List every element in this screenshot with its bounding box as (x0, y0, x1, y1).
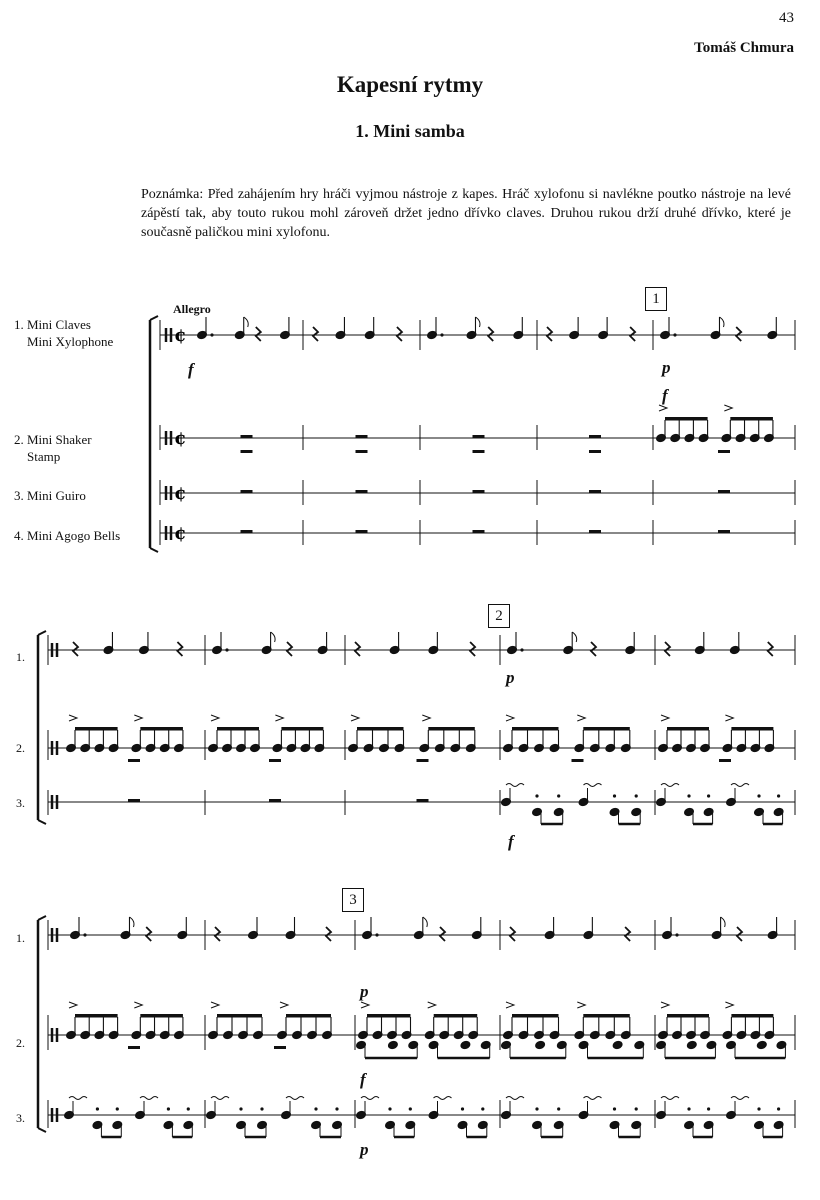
system-bracket (38, 916, 46, 920)
quarter-rest (73, 642, 78, 656)
system-bracket (150, 316, 158, 320)
quarter-rest (630, 327, 635, 341)
whole-rest (128, 1046, 140, 1049)
augmentation-dot (167, 1107, 170, 1110)
augmentation-dot (440, 333, 443, 336)
quarter-rest (547, 327, 552, 341)
quarter-rest (256, 327, 261, 341)
flag (475, 317, 480, 327)
augmentation-dot (210, 333, 213, 336)
sys2-label-1: 1. (16, 650, 25, 664)
instrument-label-3: 3. Mini Guiro (14, 488, 86, 503)
whole-rest (356, 450, 368, 453)
accent-mark (211, 1002, 219, 1008)
whole-rest (589, 450, 601, 453)
augmentation-dot (613, 1107, 616, 1110)
whole-rest (356, 530, 368, 533)
beam (667, 727, 709, 731)
flag (719, 317, 724, 327)
augmentation-dot (116, 1107, 119, 1110)
whole-rest (128, 759, 140, 762)
dynamic-forte: f (188, 360, 194, 379)
whole-rest (269, 799, 281, 802)
whole-rest (589, 435, 601, 438)
instrument-label-1: 1. Mini Claves Mini Xylophone (14, 317, 114, 349)
quarter-rest (215, 927, 220, 941)
accent-mark (361, 1002, 369, 1008)
quarter-note (460, 1040, 471, 1049)
instrument-label-2: 2. Mini Shaker Stamp (14, 432, 92, 464)
dynamic-forte: f (508, 832, 514, 851)
rehearsal-mark-3: 3 (342, 888, 364, 912)
beam (140, 727, 183, 731)
tremolo-mark (140, 1097, 158, 1100)
augmentation-dot (314, 1107, 317, 1110)
augmentation-dot (335, 1107, 338, 1110)
quarter-rest (768, 642, 773, 656)
quarter-rest (355, 642, 360, 656)
quarter-rest (177, 642, 182, 656)
rehearsal-mark-1: 1 (645, 287, 667, 311)
beam (731, 1014, 773, 1018)
augmentation-dot (687, 794, 690, 797)
augmentation-dot (777, 1107, 780, 1110)
quarter-rest (313, 327, 318, 341)
cut-time-signature: ¢ (174, 325, 187, 346)
beam (217, 1014, 262, 1018)
tremolo-mark (661, 784, 679, 787)
whole-rest (241, 530, 253, 533)
augmentation-dot (225, 648, 228, 651)
flag (423, 917, 428, 927)
accent-mark (280, 1002, 288, 1008)
whole-rest (719, 759, 731, 762)
quarter-rest (488, 327, 493, 341)
whole-rest (473, 530, 485, 533)
augmentation-dot (535, 794, 538, 797)
accent-mark (351, 715, 359, 721)
augmentation-dot (635, 794, 638, 797)
augmentation-dot (260, 1107, 263, 1110)
rehearsal-mark-2: 2 (488, 604, 510, 628)
movement-title: 1. Mini samba (355, 121, 465, 141)
flag (572, 632, 577, 642)
tremolo-mark (434, 1097, 452, 1100)
augmentation-dot (557, 1107, 560, 1110)
augmentation-dot (613, 794, 616, 797)
beam (667, 1014, 709, 1018)
accent-mark (577, 715, 585, 721)
whole-rest (473, 450, 485, 453)
beam (357, 727, 404, 731)
augmentation-dot (535, 1107, 538, 1110)
accent-mark (661, 1002, 669, 1008)
flag (244, 317, 249, 327)
quarter-rest (287, 642, 292, 656)
accent-mark (577, 1002, 585, 1008)
beam (731, 727, 773, 731)
beam (730, 417, 773, 421)
tempo-marking: Allegro (173, 302, 211, 316)
instrument-label-4: 4. Mini Agogo Bells (14, 528, 121, 543)
sys2-label-2: 2. (16, 741, 25, 755)
quarter-rest (736, 327, 741, 341)
beam (428, 727, 475, 731)
accent-mark (69, 715, 77, 721)
performance-note: Poznámka: Před zahájením hry hráči vyjmou nástroje z kapes. Hráč xylofonu si navlékne poutko nástroje na levé zápěstí tak, aby touto rukou mohl zároveň držet jedno dřívko claves. Druhou rukou drží druhé dřívko, které je současně paličkou mini xylofonu. (141, 187, 791, 240)
whole-rest (128, 799, 140, 802)
augmentation-dot (757, 1107, 760, 1110)
accent-mark (725, 715, 733, 721)
augmentation-dot (687, 1107, 690, 1110)
augmentation-dot (461, 1107, 464, 1110)
accent-mark (69, 1002, 77, 1008)
augmentation-dot (96, 1107, 99, 1110)
tremolo-mark (506, 784, 524, 787)
piece-title: Kapesní rytmy (336, 72, 484, 97)
page-number: 43 (779, 10, 794, 26)
composer-name: Tomáš Chmura (694, 40, 794, 56)
quarter-rest (737, 927, 742, 941)
quarter-note (612, 1040, 623, 1049)
whole-rest (572, 759, 584, 762)
system-bracket (38, 631, 46, 635)
cut-time-signature: ¢ (174, 523, 187, 544)
dynamic-piano: p (662, 358, 671, 377)
whole-rest (241, 450, 253, 453)
accent-mark (422, 715, 430, 721)
accent-mark (724, 405, 732, 411)
beam (286, 1014, 331, 1018)
sys3-label-3: 3. (16, 1111, 25, 1125)
quarter-rest (326, 927, 331, 941)
beam (434, 1014, 478, 1018)
quarter-rest (625, 927, 630, 941)
cut-time-signature: ¢ (174, 483, 187, 504)
augmentation-dot (187, 1107, 190, 1110)
augmentation-dot (481, 1107, 484, 1110)
augmentation-dot (83, 933, 86, 936)
dynamic-forte: f (662, 386, 668, 405)
beam (583, 727, 630, 731)
dynamic-forte: f (360, 1070, 366, 1089)
quarter-rest (470, 642, 475, 656)
quarter-rest (591, 642, 596, 656)
system-bracket (150, 548, 158, 552)
whole-rest (274, 1046, 286, 1049)
tremolo-mark (731, 784, 749, 787)
beam (75, 727, 118, 731)
quarter-rest (146, 927, 151, 941)
accent-mark (211, 715, 219, 721)
augmentation-dot (520, 648, 523, 651)
whole-rest (718, 450, 730, 453)
whole-rest (356, 490, 368, 493)
augmentation-dot (673, 333, 676, 336)
whole-rest (269, 759, 281, 762)
whole-rest (718, 490, 730, 493)
flag (721, 917, 726, 927)
tremolo-mark (584, 784, 602, 787)
quarter-note (686, 1040, 697, 1049)
augmentation-dot (239, 1107, 242, 1110)
system-bracket (38, 820, 46, 824)
tremolo-mark (211, 1097, 229, 1100)
augmentation-dot (707, 1107, 710, 1110)
augmentation-dot (757, 794, 760, 797)
whole-rest (589, 490, 601, 493)
flag (129, 917, 134, 927)
whole-rest (473, 490, 485, 493)
whole-rest (417, 759, 429, 762)
tremolo-mark (584, 1097, 602, 1100)
flag (271, 632, 276, 642)
sys2-label-3: 3. (16, 796, 25, 810)
accent-mark (506, 1002, 514, 1008)
tremolo-mark (361, 1097, 379, 1100)
quarter-rest (665, 642, 670, 656)
augmentation-dot (777, 794, 780, 797)
whole-rest (356, 435, 368, 438)
cut-time-signature: ¢ (174, 428, 187, 449)
beam (665, 417, 708, 421)
beam (75, 1014, 118, 1018)
whole-rest (589, 530, 601, 533)
beam (217, 727, 259, 731)
sys3-label-1: 1. (16, 931, 25, 945)
quarter-rest (440, 927, 445, 941)
quarter-note (756, 1040, 767, 1049)
augmentation-dot (707, 794, 710, 797)
sys3-label-2: 2. (16, 1036, 25, 1050)
beam (512, 727, 559, 731)
tremolo-mark (506, 1097, 524, 1100)
whole-rest (241, 435, 253, 438)
whole-rest (241, 490, 253, 493)
dynamic-piano: p (506, 668, 515, 687)
system-bracket (38, 1128, 46, 1132)
whole-rest (473, 435, 485, 438)
beam (512, 1014, 559, 1018)
whole-rest (718, 530, 730, 533)
quarter-note (535, 1040, 546, 1049)
whole-rest (417, 799, 429, 802)
accent-mark (659, 405, 667, 411)
augmentation-dot (409, 1107, 412, 1110)
quarter-rest (397, 327, 402, 341)
augmentation-dot (557, 794, 560, 797)
augmentation-dot (635, 1107, 638, 1110)
beam (583, 1014, 630, 1018)
beam (367, 1014, 411, 1018)
accent-mark (275, 715, 283, 721)
accent-mark (134, 715, 142, 721)
augmentation-dot (388, 1107, 391, 1110)
accent-mark (506, 715, 514, 721)
tremolo-mark (286, 1097, 304, 1100)
dynamic-piano: p (360, 982, 369, 1001)
beam (281, 727, 323, 731)
augmentation-dot (375, 933, 378, 936)
tremolo-mark (69, 1097, 87, 1100)
dynamic-piano: p (360, 1140, 369, 1159)
quarter-rest (510, 927, 515, 941)
accent-mark (428, 1002, 436, 1008)
accent-mark (661, 715, 669, 721)
quarter-note (388, 1040, 399, 1049)
tremolo-mark (731, 1097, 749, 1100)
accent-mark (134, 1002, 142, 1008)
augmentation-dot (675, 933, 678, 936)
beam (140, 1014, 183, 1018)
tremolo-mark (661, 1097, 679, 1100)
accent-mark (725, 1002, 733, 1008)
